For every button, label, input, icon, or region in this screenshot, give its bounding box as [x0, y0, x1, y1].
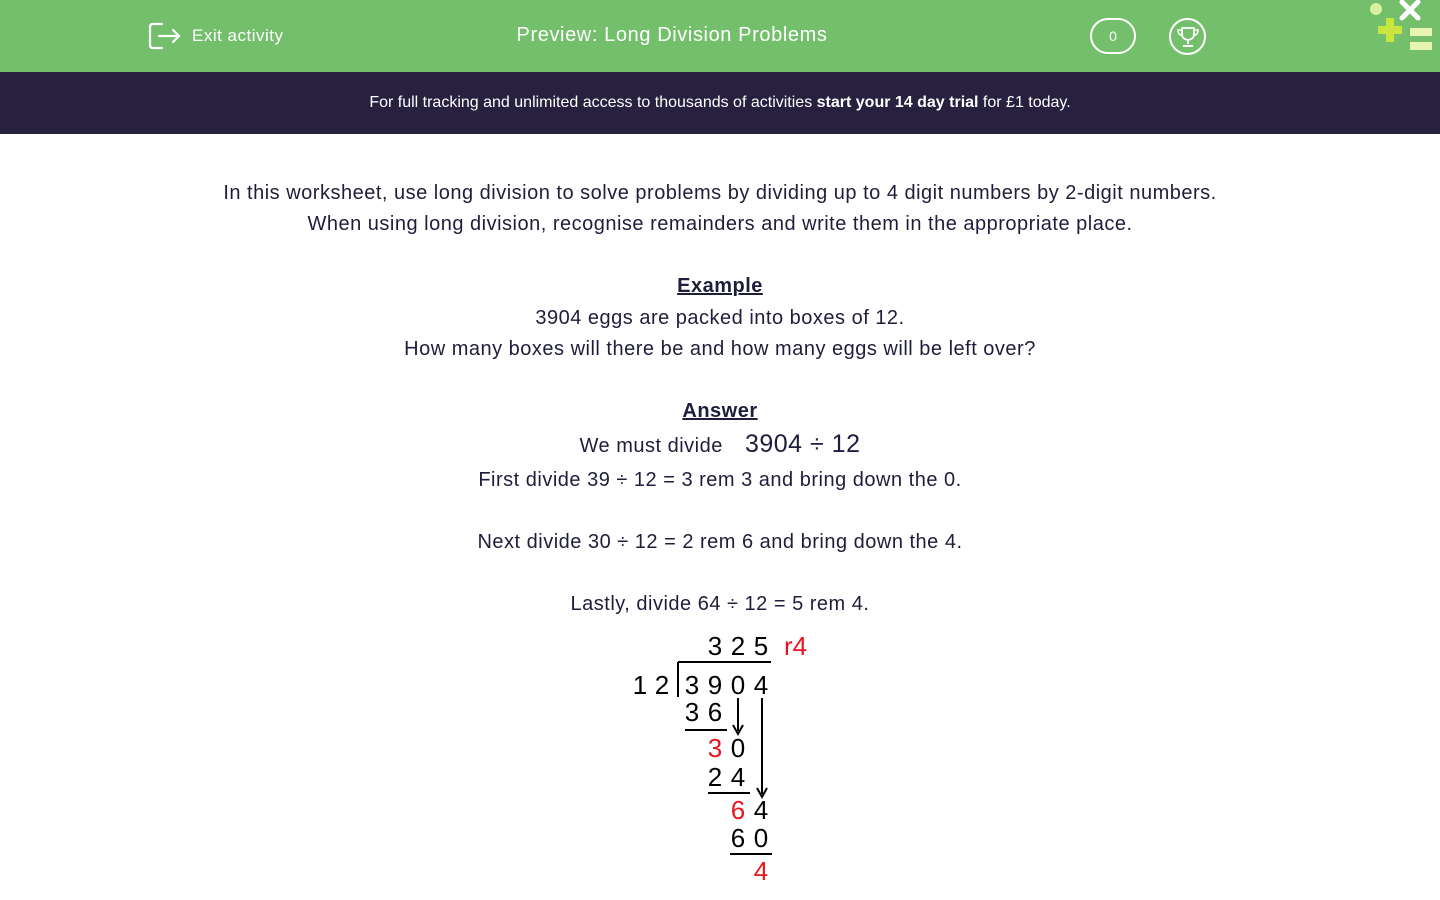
banner-text-after: for £1 today. — [978, 94, 1071, 111]
divisor-digit: 1 — [632, 670, 648, 700]
divide-prefix: We must divide — [579, 435, 723, 457]
subtrahend-digit: 3 — [684, 697, 700, 727]
final-remainder-digit: 4 — [753, 856, 769, 886]
trophy-icon — [1176, 26, 1200, 48]
brought-down-digit: 4 — [753, 795, 769, 825]
top-bar — [0, 0, 1440, 72]
example-line-2: How many boxes will there be and how many eggs will be left over? — [404, 338, 1036, 360]
exit-activity-label: Exit activity — [192, 26, 284, 45]
start-trial-link[interactable]: start your 14 day trial — [816, 94, 979, 111]
step-2: Next divide 30 ÷ 12 = 2 rem 6 and bring down the 4. — [477, 531, 963, 553]
dividend-digit: 9 — [707, 670, 723, 700]
page-title: Preview: Long Division Problems — [516, 24, 828, 46]
subtrahend-digit: 6 — [730, 823, 746, 853]
step-3: Lastly, divide 64 ÷ 12 = 5 rem 4. — [570, 593, 870, 615]
bring-down-arrow-1 — [733, 698, 743, 734]
trophy-button[interactable] — [1169, 18, 1206, 55]
trial-banner — [0, 72, 1440, 134]
bring-down-arrow-2 — [757, 698, 767, 797]
remainder-label: r4 — [784, 631, 808, 661]
subtrahend-digit: 0 — [753, 823, 769, 853]
divide-statement — [0, 430, 1440, 459]
example-heading: Example — [677, 275, 763, 297]
dividend-digit: 0 — [730, 670, 746, 700]
subtrahend-digit: 2 — [707, 762, 723, 792]
dividend-digit: 4 — [753, 670, 769, 700]
example-line-1: 3904 eggs are packed into boxes of 12. — [535, 307, 905, 329]
brought-down-digit: 0 — [730, 733, 746, 763]
divide-expression: 3904 ÷ 12 — [744, 430, 861, 458]
intro-line-1: In this worksheet, use long division to solve problems by dividing up to 4 digit numbers by 2-digit numbers. — [223, 182, 1217, 204]
subtrahend-digit: 6 — [707, 697, 723, 727]
remainder-digit: 3 — [707, 733, 723, 763]
score-badge: 0 — [1090, 18, 1136, 54]
step-1: First divide 39 ÷ 12 = 3 rem 3 and bring down the 0. — [478, 469, 962, 491]
dividend-digit: 3 — [684, 670, 700, 700]
intro-line-2: When using long division, recognise remainders and write them in the appropriate place. — [307, 213, 1133, 235]
quotient-digit: 3 — [707, 631, 723, 661]
quotient-digit: 2 — [730, 631, 746, 661]
divisor-digit: 2 — [654, 670, 670, 700]
remainder-digit: 6 — [730, 795, 746, 825]
banner-text-before: For full tracking and unlimited access to thousands of activities — [369, 94, 817, 111]
subtrahend-digit: 4 — [730, 762, 746, 792]
brand-logo — [1366, 0, 1440, 56]
answer-heading: Answer — [682, 400, 758, 422]
quotient-digit: 5 — [753, 631, 769, 661]
